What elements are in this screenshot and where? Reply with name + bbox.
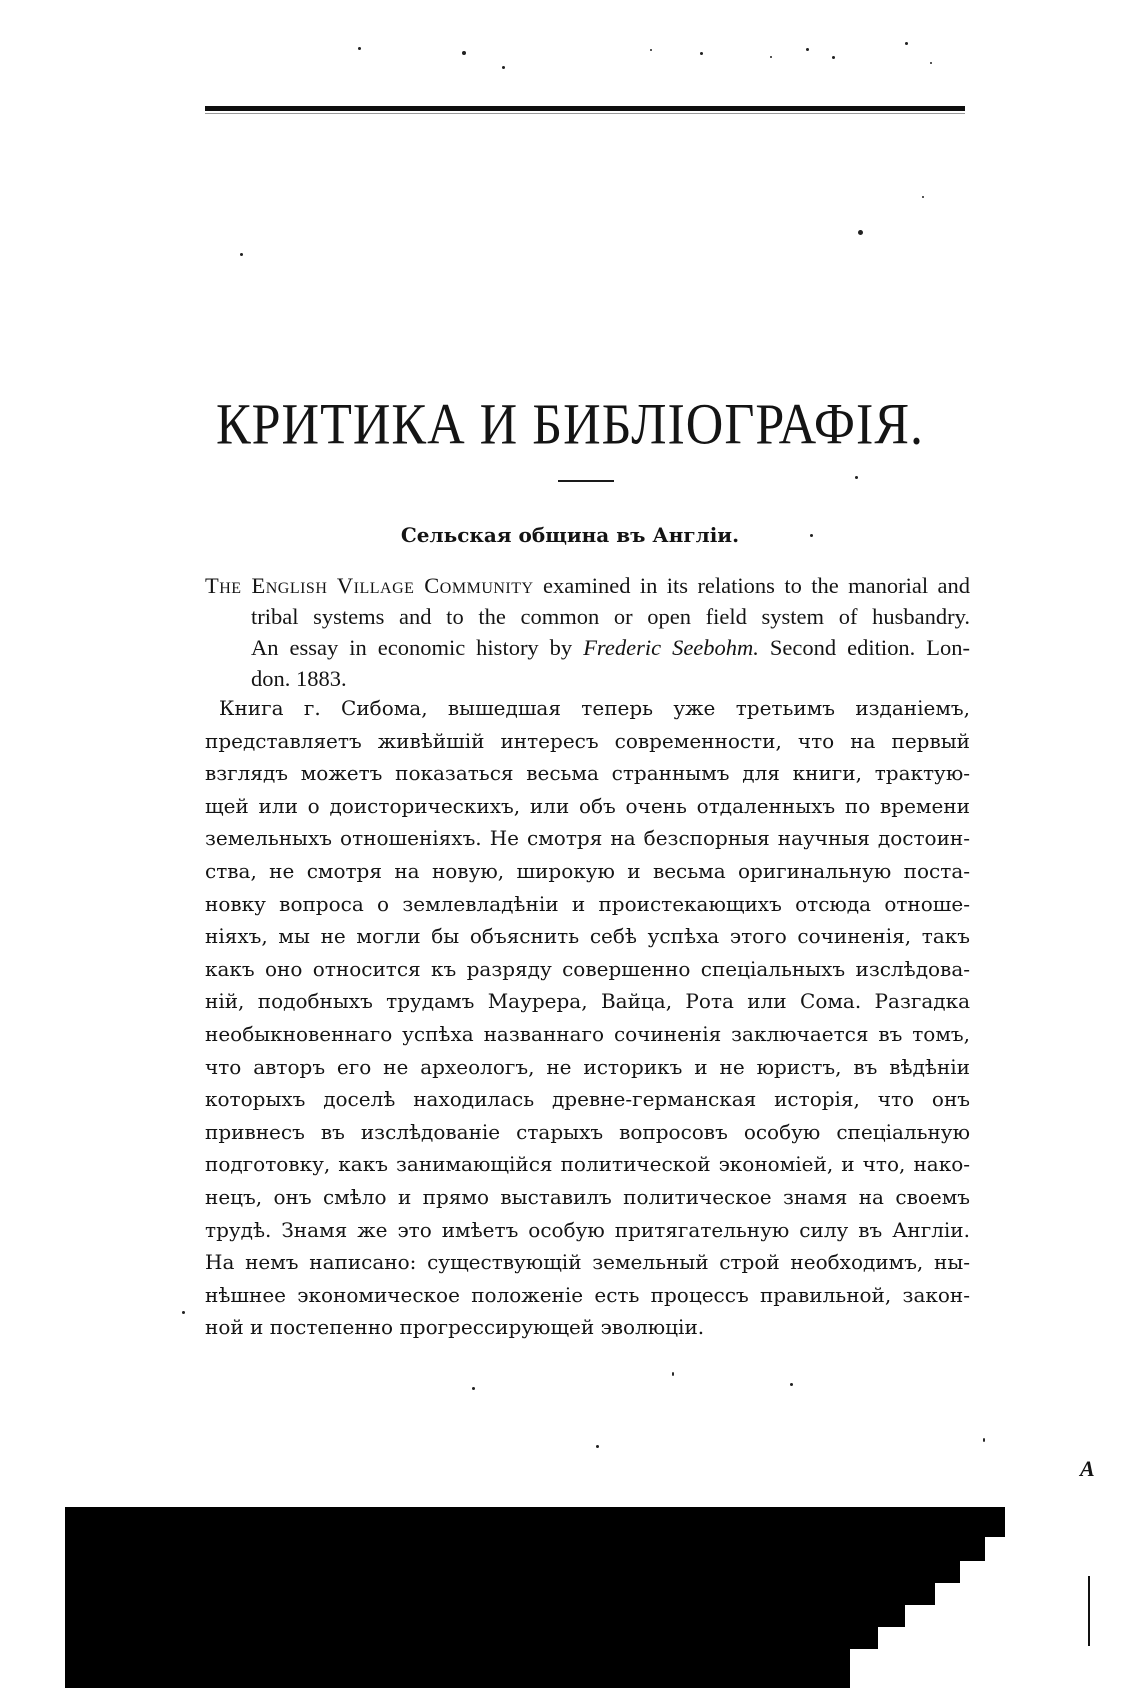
scan-speck <box>502 66 505 69</box>
header-rule-thin <box>205 113 965 114</box>
title-divider <box>558 480 614 482</box>
scan-speck <box>770 56 772 58</box>
bibliography-text: Second edition. Lon- <box>758 635 971 660</box>
scan-speck <box>832 56 835 59</box>
scan-speck <box>930 62 932 64</box>
scan-band-edge <box>1005 1507 1035 1537</box>
bibliography-line <box>205 570 970 601</box>
body-line: которыхъ доселѣ находилась древне-германская исторія, что онъ <box>205 1087 970 1112</box>
body-line: подготовку, какъ занимающійся политической экономіей, и что, нако- <box>205 1152 970 1177</box>
scan-speck <box>922 196 924 198</box>
body-line: взглядъ можетъ показаться весьма страннымъ для книги, трактую- <box>205 761 970 786</box>
scan-band-edge <box>960 1561 1035 1583</box>
scan-speck <box>855 476 858 479</box>
book-title: The English Village Community <box>205 573 534 598</box>
body-line: представляетъ живѣйшій интересъ современности, что на первый <box>205 728 970 753</box>
scan-speck <box>790 1383 793 1386</box>
body-line: Книга г. Сибома, вышедшая теперь уже третьимъ изданіемъ, <box>219 696 970 720</box>
bibliography-line: don. 1883. <box>251 666 347 691</box>
margin-mark: A <box>1080 1456 1095 1481</box>
body-line: На немъ написано: существующій земельный строй необходимъ, ны- <box>205 1250 970 1275</box>
bibliography-text: examined in its relations to the manorial and <box>533 573 970 598</box>
body-line: нѣшнее экономическое положеніе есть процессъ правильной, закон- <box>205 1282 970 1307</box>
scan-speck <box>462 51 466 55</box>
body-line: трудѣ. Знамя же это имѣетъ особую притягательную силу въ Англіи. <box>205 1217 970 1242</box>
scan-band-edge <box>905 1605 1035 1627</box>
scan-speck <box>905 42 908 45</box>
body-line: ной и постепенно прогрессирующей эволюціи. <box>205 1315 705 1340</box>
body-line: ства, не смотря на новую, широкую и весьма оригинальную поста- <box>205 858 970 883</box>
scan-speck <box>858 230 863 235</box>
body-line: какъ оно относится къ разряду совершенно спеціальныхъ изслѣдова- <box>205 956 970 981</box>
margin-line <box>1088 1576 1090 1646</box>
section-title: КРИТИКА И БИБЛІОГРАФІЯ. <box>215 393 925 457</box>
scan-speck <box>358 47 361 50</box>
author-name: Frederic Seebohm. <box>583 635 759 660</box>
article-title: Сельская община въ Англіи. <box>400 523 740 547</box>
scan-speck <box>650 49 652 51</box>
bibliography-line <box>205 632 970 663</box>
scan-speck <box>700 52 703 55</box>
body-line: ній, подобныхъ трудамъ Маурера, Вайца, Рота или Сома. Разгадка <box>205 989 970 1014</box>
scan-speck <box>240 253 243 256</box>
scan-speck <box>806 48 809 51</box>
body-line: что авторъ его не археологъ, не историкъ и не юристъ, въ вѣдѣніи <box>205 1054 970 1079</box>
bibliography-text: An essay in economic history by <box>251 635 584 660</box>
scan-speck <box>472 1387 475 1390</box>
body-paragraph <box>205 692 970 1344</box>
body-line: нецъ, онъ смѣло и прямо выставилъ политическое знамя на своемъ <box>205 1184 970 1209</box>
scan-band-edge <box>850 1649 1035 1688</box>
bibliography-entry <box>205 570 970 694</box>
body-line: ніяхъ, мы не могли бы объяснить себѣ успѣха этого сочиненія, такъ <box>205 924 970 949</box>
body-line: земельныхъ отношеніяхъ. Не смотря на безспорныя научныя достоин- <box>205 826 970 851</box>
body-line: щей или о доисторическихъ, или объ очень отдаленныхъ по времени <box>205 793 970 818</box>
scan-speck <box>182 1311 185 1314</box>
scan-speck <box>983 1438 985 1442</box>
scan-band-edge <box>878 1627 1035 1649</box>
body-line: привнесъ въ изслѣдованіе старыхъ вопросовъ особую спеціальную <box>205 1119 970 1144</box>
scan-band-edge <box>935 1583 1035 1605</box>
bibliography-line: tribal systems and to the common or open field system of husbandry. <box>251 604 970 629</box>
scan-band-edge <box>985 1537 1035 1561</box>
body-line: новку вопроса о землевладѣніи и проистекающихъ отсюда отноше- <box>205 891 970 916</box>
scan-speck <box>672 1372 674 1376</box>
scan-speck <box>596 1445 599 1448</box>
header-rule <box>205 106 965 111</box>
body-line: необыкновеннаго успѣха названнаго сочиненія заключается въ томъ, <box>205 1021 970 1046</box>
